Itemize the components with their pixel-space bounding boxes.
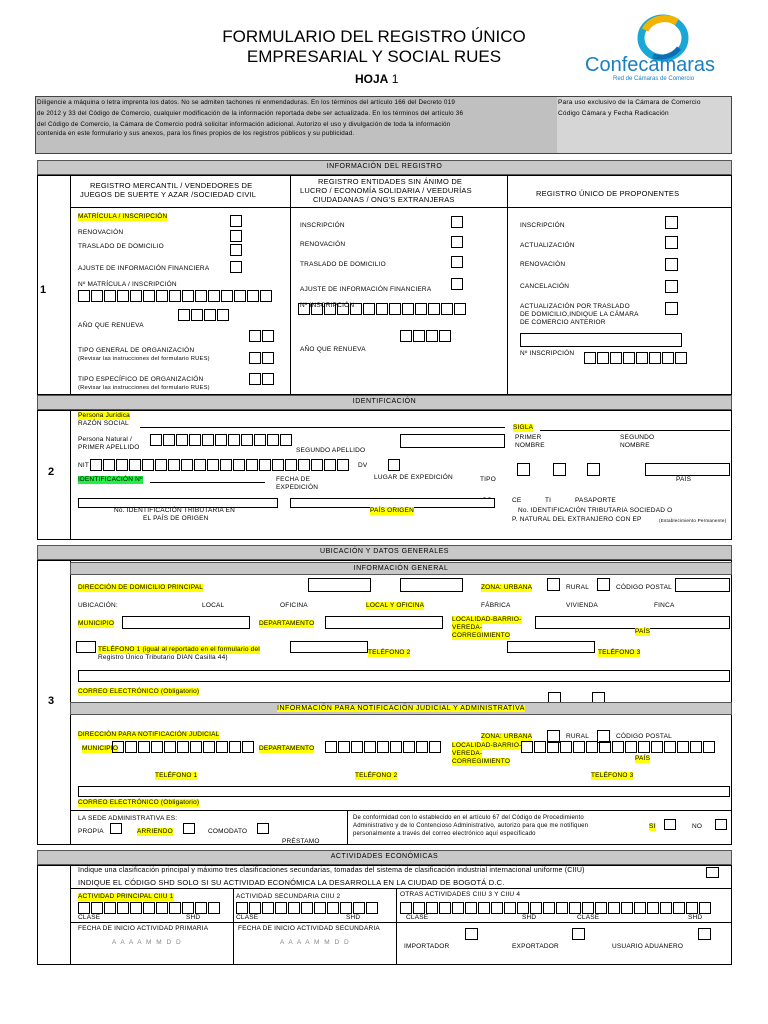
confecamaras-logo: Confecámaras Red de Cámaras de Comercio <box>585 12 735 87</box>
codigo-postal-input[interactable] <box>675 578 730 592</box>
anio2-digits[interactable] <box>400 330 452 348</box>
nmatricula-digits[interactable] <box>78 290 273 308</box>
form-title-line2: EMPRESARIAL Y SOCIAL RUES <box>246 47 502 66</box>
propia-checkbox[interactable] <box>110 823 122 834</box>
section-1-number: 1 <box>40 284 47 296</box>
notice-line-3: del Código de Comercio, la Cámara de Comercio podrá solicitar información adicional. Autorizo el uso y divulgación de toda la información <box>37 121 451 128</box>
aduanero-checkbox[interactable] <box>698 928 711 940</box>
esal-renovacion-checkbox[interactable] <box>451 236 463 248</box>
telefono3-input[interactable] <box>507 641 595 653</box>
notice-line-2: de 2012 y 33 del Código de Comercio, cualquier modificación de la información reportada debe ser actualizada. En los términos del artículo 36 <box>37 110 464 117</box>
dv-input[interactable] <box>388 459 400 471</box>
rup-cancelacion-checkbox[interactable] <box>665 280 678 293</box>
section-2-number: 2 <box>48 466 55 478</box>
tipo-ce-checkbox[interactable] <box>553 463 566 476</box>
ciiu-instruction: Indique una clasificación principal y máximo tres clasificaciones secundarias, tomadas del sistema de clasificación industrial internacional uniforme (CIIU) <box>78 867 585 874</box>
pais-input[interactable] <box>645 463 730 476</box>
office-code-label: Código Cámara y Fecha Radicación <box>558 110 669 117</box>
section-ubicacion-band: UBICACIÓN Y DATOS GENERALES <box>37 545 732 560</box>
municipio2-boxes[interactable] <box>112 741 255 759</box>
correo2-input[interactable] <box>78 786 730 797</box>
fecha-secundaria-format[interactable]: A A A A M M D D <box>280 939 351 946</box>
tipoesp-digits[interactable] <box>249 373 275 391</box>
fecha-primaria-format[interactable]: A A A A M M D D <box>112 939 183 946</box>
anio-digits[interactable] <box>178 309 230 327</box>
info-general-band: INFORMACIÓN GENERAL <box>70 562 732 575</box>
anio-extra[interactable] <box>249 330 275 348</box>
correo-input[interactable] <box>78 670 730 682</box>
renovacion-checkbox[interactable] <box>230 230 242 242</box>
shd-instruction: INDIQUE EL CÓDIGO SHD SOLO SI SU ACTIVIDAD ECONÓMICA LA DESARROLLA EN LA CIUDAD DE BOGOTÁ D.C. <box>78 878 505 887</box>
section-3-number: 3 <box>48 695 55 707</box>
tipo-ti-checkbox[interactable] <box>587 463 600 476</box>
localidad-input[interactable] <box>535 616 730 629</box>
arriendo-checkbox[interactable] <box>183 823 195 834</box>
esal-traslado-checkbox[interactable] <box>451 256 463 268</box>
notificar-si-checkbox[interactable] <box>664 819 676 830</box>
rup-traslado-checkbox[interactable] <box>665 302 678 315</box>
dir-input-b[interactable] <box>400 578 463 592</box>
municipio-input[interactable] <box>122 616 250 629</box>
esal-ajuste-checkbox[interactable] <box>451 278 463 290</box>
zona-urbana-checkbox[interactable] <box>547 578 560 591</box>
esal-inscripcion-checkbox[interactable] <box>451 216 463 228</box>
section-registro-band: INFORMACIÓN DEL REGISTRO <box>37 160 732 175</box>
zona-rural-checkbox[interactable] <box>597 578 610 591</box>
notice-line-1: Diligencie a máquina o letra imprenta los datos. No se admiten tachones ni enmendaduras. En los términos del artículo 166 del Decreto 019 <box>37 99 456 106</box>
apellido-boxes[interactable] <box>150 434 293 452</box>
comodato-checkbox[interactable] <box>257 823 269 834</box>
notificacion-band: INFORMACIÓN PARA NOTIFICACIÓN JUDICIAL Y ADMINISTRATIVA <box>70 702 732 715</box>
col1-header: REGISTRO MERCANTIL / VENDEDORES DE <box>90 181 253 190</box>
importador-checkbox[interactable] <box>465 928 478 940</box>
hoja-label: HOJA 1 <box>355 72 399 86</box>
notificar-no-checkbox[interactable] <box>715 819 727 830</box>
segundo-apellido-input[interactable] <box>400 434 505 448</box>
ciiu3-digits[interactable] <box>400 902 712 920</box>
tipo-cc-checkbox[interactable] <box>517 463 530 476</box>
departamento-input[interactable] <box>325 616 443 629</box>
exportador-checkbox[interactable] <box>572 928 585 940</box>
section-actividades-band: ACTIVIDADES ECONÓMICAS <box>37 850 732 865</box>
departamento2-boxes[interactable] <box>325 741 442 759</box>
rup-renovacion-checkbox[interactable] <box>665 258 678 271</box>
office-use-label: Para uso exclusivo de la Cámara de Comercio <box>558 99 701 106</box>
tipogen-digits[interactable] <box>249 352 275 370</box>
nit-digits[interactable] <box>90 459 350 477</box>
ajuste-checkbox[interactable] <box>230 261 242 273</box>
localidad2-boxes[interactable] <box>521 741 716 759</box>
form-title-line1: FORMULARIO DEL REGISTRO ÚNICO <box>222 27 526 46</box>
camara-anterior-input[interactable] <box>520 333 682 347</box>
rup-ninscripcion-digits[interactable] <box>584 352 688 370</box>
section-identificacion-band: IDENTIFICACIÓN <box>37 395 732 410</box>
traslado-checkbox[interactable] <box>230 244 242 256</box>
col2-header: REGISTRO ENTIDADES SIN ÁNIMO DE <box>318 177 463 186</box>
notice-line-4: contenida en este formulario y sus anexos, para los fines propios de los registros públicos y su publicidad. <box>37 130 355 137</box>
ciiu-extra-box[interactable] <box>706 867 719 878</box>
dir-input-a[interactable] <box>308 578 371 592</box>
telefono1-input[interactable] <box>76 641 96 653</box>
rup-inscripcion-checkbox[interactable] <box>665 216 678 229</box>
rup-actualizacion-checkbox[interactable] <box>665 236 678 249</box>
matricula-checkbox[interactable] <box>230 215 242 227</box>
telefono2-input[interactable] <box>290 641 368 653</box>
col3-header: REGISTRO ÚNICO DE PROPONENTES <box>536 189 680 198</box>
